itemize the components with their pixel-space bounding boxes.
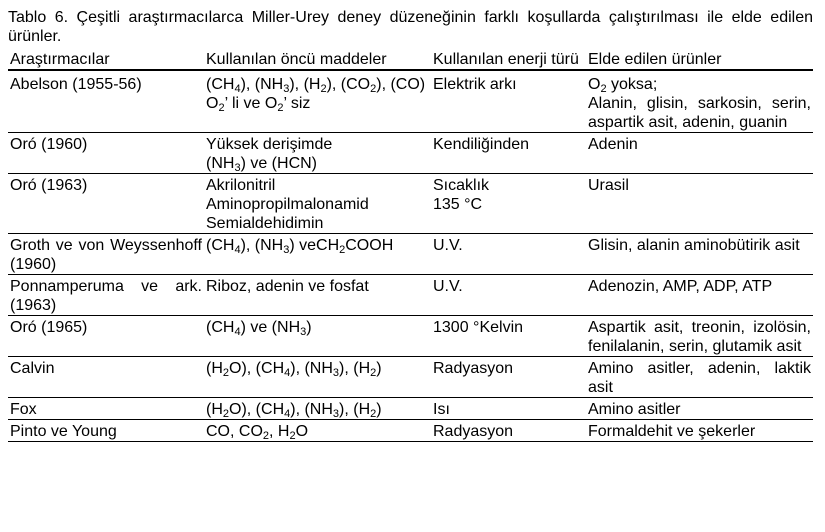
cell-precursors: Akrilonitril Aminopropilmalonamid Semialdehidimin [206, 177, 369, 232]
cell-products: Amino asitler, adenin, laktik asit [588, 360, 811, 396]
cell-energy: Radyasyon [433, 423, 514, 440]
cell-precursors: $(CH_4)$ ve $(NH_3)$ [206, 319, 312, 338]
header-precursors: Kullanılan öncü maddeler [204, 48, 431, 70]
table-caption: Tablo 6. Çeşitli araştırmacılarca Miller-Urey deney düzeneğinin farklı koşullarda çalıştırılması ile elde edilen ürünler. [8, 9, 813, 45]
cell-researcher: Abelson (1955-56) [10, 76, 142, 93]
cell-precursors: Yüksek derişimde $(NH_3)$ ve (HCN) [206, 136, 333, 174]
cell-energy: Radyasyon [433, 360, 514, 377]
table-row [8, 316, 813, 357]
cell-products: $O_2$ yoksa; Alanin, glisin, sarkosin, serin, aspartik asit, adenin, guanin [588, 76, 811, 131]
cell-energy: Kendiliğinden [433, 136, 530, 153]
cell-energy: U.V. [433, 237, 463, 254]
table-header-row [8, 48, 813, 70]
cell-energy: Isı [433, 401, 450, 418]
cell-energy: Sıcaklık 135 °C [433, 177, 490, 213]
cell-researcher: Groth ve von Weyssenhoff (1960) [10, 237, 202, 273]
cell-energy: U.V. [433, 278, 463, 295]
table-body [8, 70, 813, 442]
cell-researcher: Fox [10, 401, 37, 418]
cell-products: Formaldehit ve şekerler [588, 423, 756, 440]
cell-precursors: CO, $CO_2$, $H_2O$ [206, 423, 309, 442]
cell-energy: Elektrik arkı [433, 76, 517, 93]
table-row [8, 133, 813, 174]
table-row [8, 398, 813, 420]
cell-precursors: $(CH_4)$, $(NH_3)$ veCH$_2$COOH [206, 237, 394, 256]
table-row [8, 70, 813, 133]
cell-researcher: Calvin [10, 360, 55, 377]
cell-researcher: Oró (1963) [10, 177, 88, 194]
cell-precursors: Riboz, adenin ve fosfat [206, 278, 369, 295]
header-energy: Kullanılan enerji türü [431, 48, 586, 70]
cell-researcher: Ponnamperuma ve ark. (1963) [10, 278, 202, 314]
cell-products: Adenozin, AMP, ADP, ATP [588, 278, 773, 295]
table-row [8, 357, 813, 398]
table-row [8, 174, 813, 234]
table-row [8, 234, 813, 275]
cell-precursors: $(H_2O)$, $(CH_4)$, $(NH_3)$, $(H_2)$ [206, 401, 382, 420]
cell-products: Aspartik asit, treonin, izolösin, fenilalanin, serin, glutamik asit [588, 319, 811, 355]
cell-products: Amino asitler [588, 401, 681, 418]
cell-products: Adenin [588, 136, 638, 153]
cell-researcher: Oró (1965) [10, 319, 88, 336]
cell-energy: 1300 °Kelvin [433, 319, 524, 336]
header-products: Elde edilen ürünler [586, 48, 813, 70]
cell-researcher: Pinto ve Young [10, 423, 117, 440]
header-researchers: Araştırmacılar [8, 48, 204, 70]
results-table [8, 48, 813, 442]
table-row [8, 420, 813, 442]
cell-researcher: Oró (1960) [10, 136, 88, 153]
cell-products: Urasil [588, 177, 629, 194]
table-row [8, 275, 813, 316]
cell-precursors: $(H_2O)$, $(CH_4)$, $(NH_3)$, $(H_2)$ [206, 360, 382, 379]
cell-precursors: $(CH_4)$, $(NH_3)$, $(H_2)$, $(CO_2)$, (CO) $O_2$’ li ve $O_2$’ siz [206, 76, 426, 114]
cell-products: Glisin, alanin aminobütirik asit [588, 237, 800, 254]
